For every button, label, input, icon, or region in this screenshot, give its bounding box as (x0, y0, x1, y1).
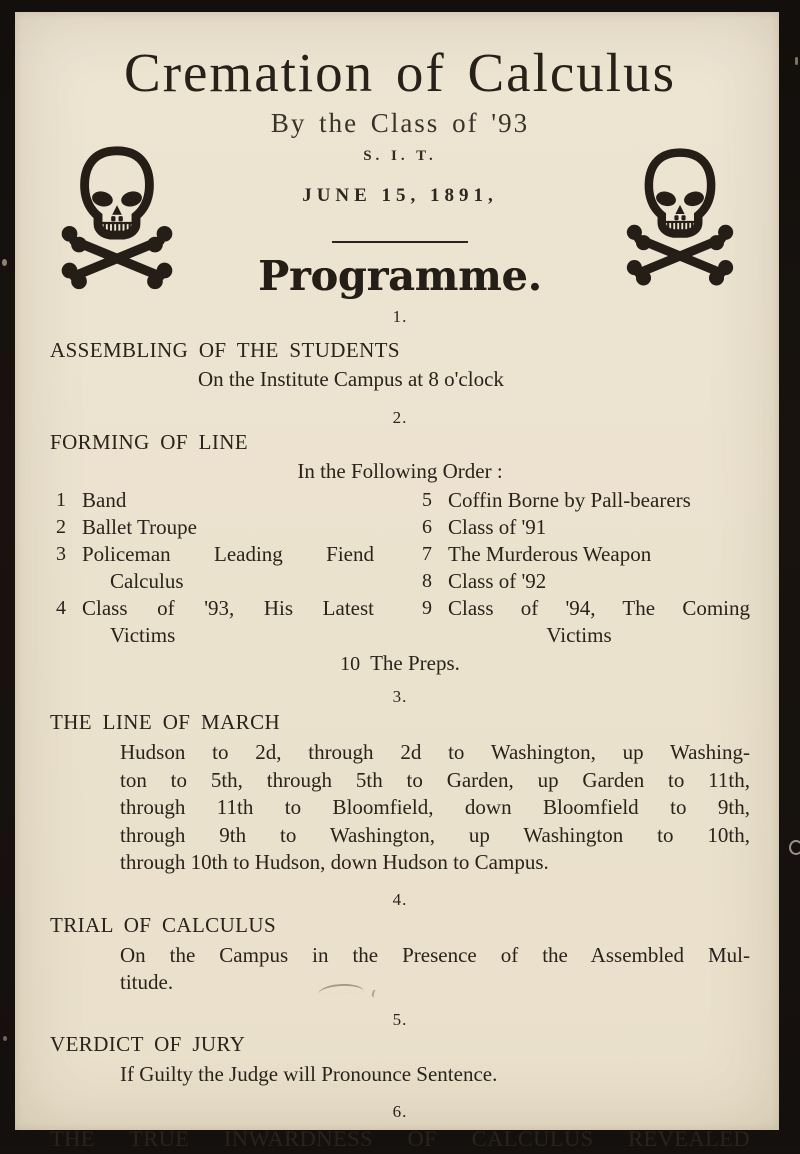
event-date: JUNE 15, 1891, (302, 185, 498, 207)
institution: S. I. T. (363, 148, 437, 165)
order-row (56, 595, 750, 622)
order-final-row (50, 650, 750, 678)
trial-paragraph (120, 942, 750, 997)
march-line: through 11th to Bloomfield, down Bloomfield to 9th, (120, 795, 750, 820)
section-3-heading: THE LINE OF MARCH (50, 710, 281, 735)
order-number: 2 (56, 515, 66, 538)
order-item-continuation: Calculus (110, 568, 184, 593)
order-number: 1 (56, 488, 66, 511)
order-row (56, 622, 750, 649)
order-row (56, 487, 750, 514)
order-number: 10 (340, 652, 361, 675)
section-5-heading: VERDICT OF JURY (50, 1032, 246, 1057)
order-item: Class of '91 (448, 514, 547, 539)
order-number (56, 568, 82, 595)
order-number: 5 (422, 488, 432, 511)
programme-heading: Programme. (258, 252, 542, 301)
order-number: 9 (422, 596, 432, 619)
order-item-continuation: Victims (546, 622, 612, 647)
divider-rule (332, 241, 468, 243)
section-5-number: 5. (392, 1009, 408, 1029)
section-1-number: 1. (392, 307, 408, 327)
order-number: 3 (56, 542, 66, 565)
section-4-heading: TRIAL OF CALCULUS (50, 913, 277, 938)
order-item: Band (82, 487, 127, 512)
order-number: 4 (56, 596, 66, 619)
section-6-heading: THE TRUE INWARDNESS OF CALCULUS REVEALED (50, 1126, 750, 1152)
line-of-march-paragraph (120, 739, 750, 877)
order-item: Coffin Borne by Pall-bearers (448, 487, 691, 512)
order-number: 8 (422, 569, 432, 592)
section-2-number: 2. (392, 407, 408, 427)
section-4-number: 4. (392, 889, 408, 909)
order-item: Class of '93, His Latest (82, 595, 374, 620)
march-line: Hudson to 2d, through 2d to Washington, up Washing- (120, 740, 750, 765)
border-speck (789, 840, 800, 855)
border-speck (3, 1036, 7, 1041)
march-line: through 10th to Hudson, down Hudson to Campus. (120, 850, 549, 875)
order-number (422, 622, 448, 649)
section-3-number: 3. (392, 686, 408, 706)
order-item: Policeman Leading Fiend (82, 541, 374, 566)
byline: By the Class of '93 (270, 108, 530, 139)
order-item: The Preps. (370, 650, 460, 675)
trial-line: On the Campus in the Presence of the Assembled Mul- (120, 942, 750, 967)
order-of-march-list (50, 487, 750, 649)
verdict-detail (120, 1061, 750, 1089)
order-row (56, 514, 750, 541)
march-line: through 9th to Washington, up Washington to 10th, (120, 822, 750, 847)
order-number (56, 622, 82, 649)
order-number: 7 (422, 542, 432, 565)
programme-page (15, 12, 779, 1152)
order-row (56, 568, 750, 595)
section-6-number: 6. (392, 1101, 408, 1121)
order-item: Ballet Troupe (82, 514, 197, 539)
order-item: The Murderous Weapon (448, 541, 652, 566)
page-title: Cremation of Calculus (124, 42, 676, 103)
order-row (56, 541, 750, 568)
trial-line: titude. (120, 970, 174, 995)
border-speck (795, 57, 798, 65)
section-2-subheading: In the Following Order : (297, 458, 503, 483)
order-item-continuation: Victims (110, 622, 176, 647)
section-2-heading: FORMING OF LINE (50, 430, 249, 455)
order-item: Class of '92 (448, 568, 547, 593)
section-1-detail: On the Institute Campus at 8 o'clock (198, 366, 504, 391)
border-speck (2, 259, 7, 266)
section-1-heading: ASSEMBLING OF THE STUDENTS (50, 337, 400, 362)
verdict-line: If Guilty the Judge will Pronounce Sentence. (120, 1062, 498, 1087)
order-number: 6 (422, 515, 432, 538)
order-item: Class of '94, The Coming (448, 595, 750, 620)
march-line: ton to 5th, through 5th to Garden, up Garden to 11th, (120, 767, 750, 792)
